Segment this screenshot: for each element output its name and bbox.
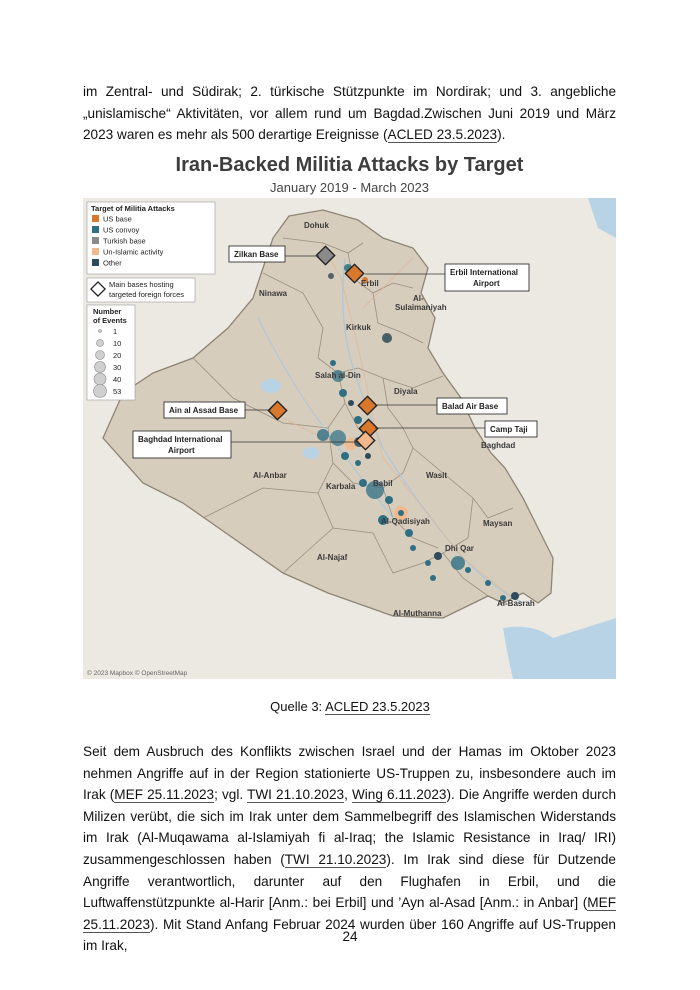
source-link-mef[interactable]: MEF 25.11.2023 [114,787,215,803]
base-label-taji: Camp Taji [490,425,528,434]
base-label-zilkan: Zilkan Base [234,250,279,259]
source-link-acled[interactable]: ACLED 23.5.2023 [325,699,430,714]
iraq-map [83,198,616,679]
province-label: Karbala [326,482,356,491]
legend-item: US base [103,214,132,224]
base-label-bgw: Airport [168,446,195,455]
body-paragraph [83,741,616,957]
province-label: Kirkuk [346,323,371,332]
legend-item: Turkish base [103,236,146,246]
legend-size: 53 [113,387,122,396]
base-label-balad: Balad Air Base [442,402,499,411]
paragraph-text: Seit dem Ausbruch des Konflikts zwischen Israel und der Hamas im Oktober 2023 nehmen Angriffe auf in der Region stationierte US-Truppen zu, insbesondere auch im Irak ( [83,744,616,803]
province-label: Salah al-Din [315,371,361,380]
source-link-mef[interactable]: MEF 25.11.2023 [83,895,616,932]
province-label: Dohuk [304,221,329,230]
paragraph-text: , [344,787,352,803]
legend-title: Target of Militia Attacks [91,204,175,213]
paragraph-text: ). [497,127,506,143]
map-attribution: © 2023 Mapbox © OpenStreetMap [87,670,188,677]
legend-item: US convoy [103,225,140,235]
paragraph-text: ; vgl. [214,787,248,803]
source-link-acled[interactable]: ACLED 23.5.2023 [387,127,498,143]
legend-size: 40 [113,375,122,384]
province-label: Al- [413,294,424,303]
province-label: Erbil [361,279,379,288]
source-link-twi[interactable]: TWI 21.10.2023 [284,851,387,867]
legend-size: 20 [113,351,122,360]
legend-bases: Main bases hosting [109,280,174,289]
province-label: Al-Anbar [253,471,287,480]
province-label: Maysan [483,519,513,528]
province-label: Al-Muthanna [393,609,442,618]
legend-size: 30 [113,363,122,372]
source-link-wing[interactable]: Wing 6.11.2023 [351,787,447,803]
legend-item: Un-Islamic activity [103,247,164,257]
caption-text: Quelle 3: [270,699,326,714]
base-label-erbil: Erbil International [450,268,519,277]
figure-caption [0,699,700,714]
figure-title: Iran-Backed Militia Attacks by Target [175,154,524,176]
legend-size-title: Number [93,307,122,316]
province-label: Baghdad [481,441,516,450]
base-label-erbil: Airport [473,279,500,288]
map-figure [83,148,616,681]
base-label-bgw: Baghdad International [138,435,223,444]
province-label: Al-Najaf [317,553,348,562]
legend-size-title: of Events [93,316,127,325]
province-label: Sulaimaniyah [395,303,447,312]
province-label: Ninawa [259,289,288,298]
figure-subtitle: January 2019 - March 2023 [270,180,429,195]
source-link-twi[interactable]: TWI 21.10.2023 [247,787,345,803]
legend-bases: targeted foreign forces [109,290,185,299]
province-label: Diyala [394,387,418,396]
paragraph-text: ). Im Irak sind diese für Dutzende Angriffe verantwortlich, darunter auf den Flughafen in Erbil, und die Luftwaffenstützpunkte al-Harir [Anm.: bei Erbil] und ’Ayn al-Asad [Anm.: in Anbar] ( [83,851,616,911]
province-label: Dhi Qar [445,544,474,553]
intro-paragraph [83,81,616,146]
legend-size: 10 [113,339,122,348]
province-label: Al-Qadisiyah [381,517,430,526]
paragraph-text: ). Mit Stand Anfang Februar 2024 wurden über 160 Angriffe auf US-Truppen im Irak, [83,916,616,954]
base-label-assad: Ain al Assad Base [169,406,239,415]
legend-size: 1 [113,327,118,336]
province-label: Babil [373,479,393,488]
province-label: Wasit [426,471,448,480]
legend-item: Other [103,258,122,268]
province-label: Al-Basrah [497,599,535,608]
paragraph-text: im Zentral- und Südirak; 2. türkische Stützpunkte im Nordirak; und 3. angebliche „unislamische“ Aktivitäten, vor allem rund um Bagdad.Zwischen Juni 2019 und März 2023 waren es mehr als 500 derartige Ereignisse ( [83,84,616,143]
page-number: 24 [342,929,358,944]
paragraph-text: ). Die Angriffe werden durch Milizen verübt, die sich im Irak unter dem Sammelbegriff des Islamischen Widerstands im Irak (Al-Muqawama al-Islamiyah fi al-Iraq; the Islamic Resistance in Iraq/ IRI) zusammengeschlossen haben ( [83,787,617,867]
